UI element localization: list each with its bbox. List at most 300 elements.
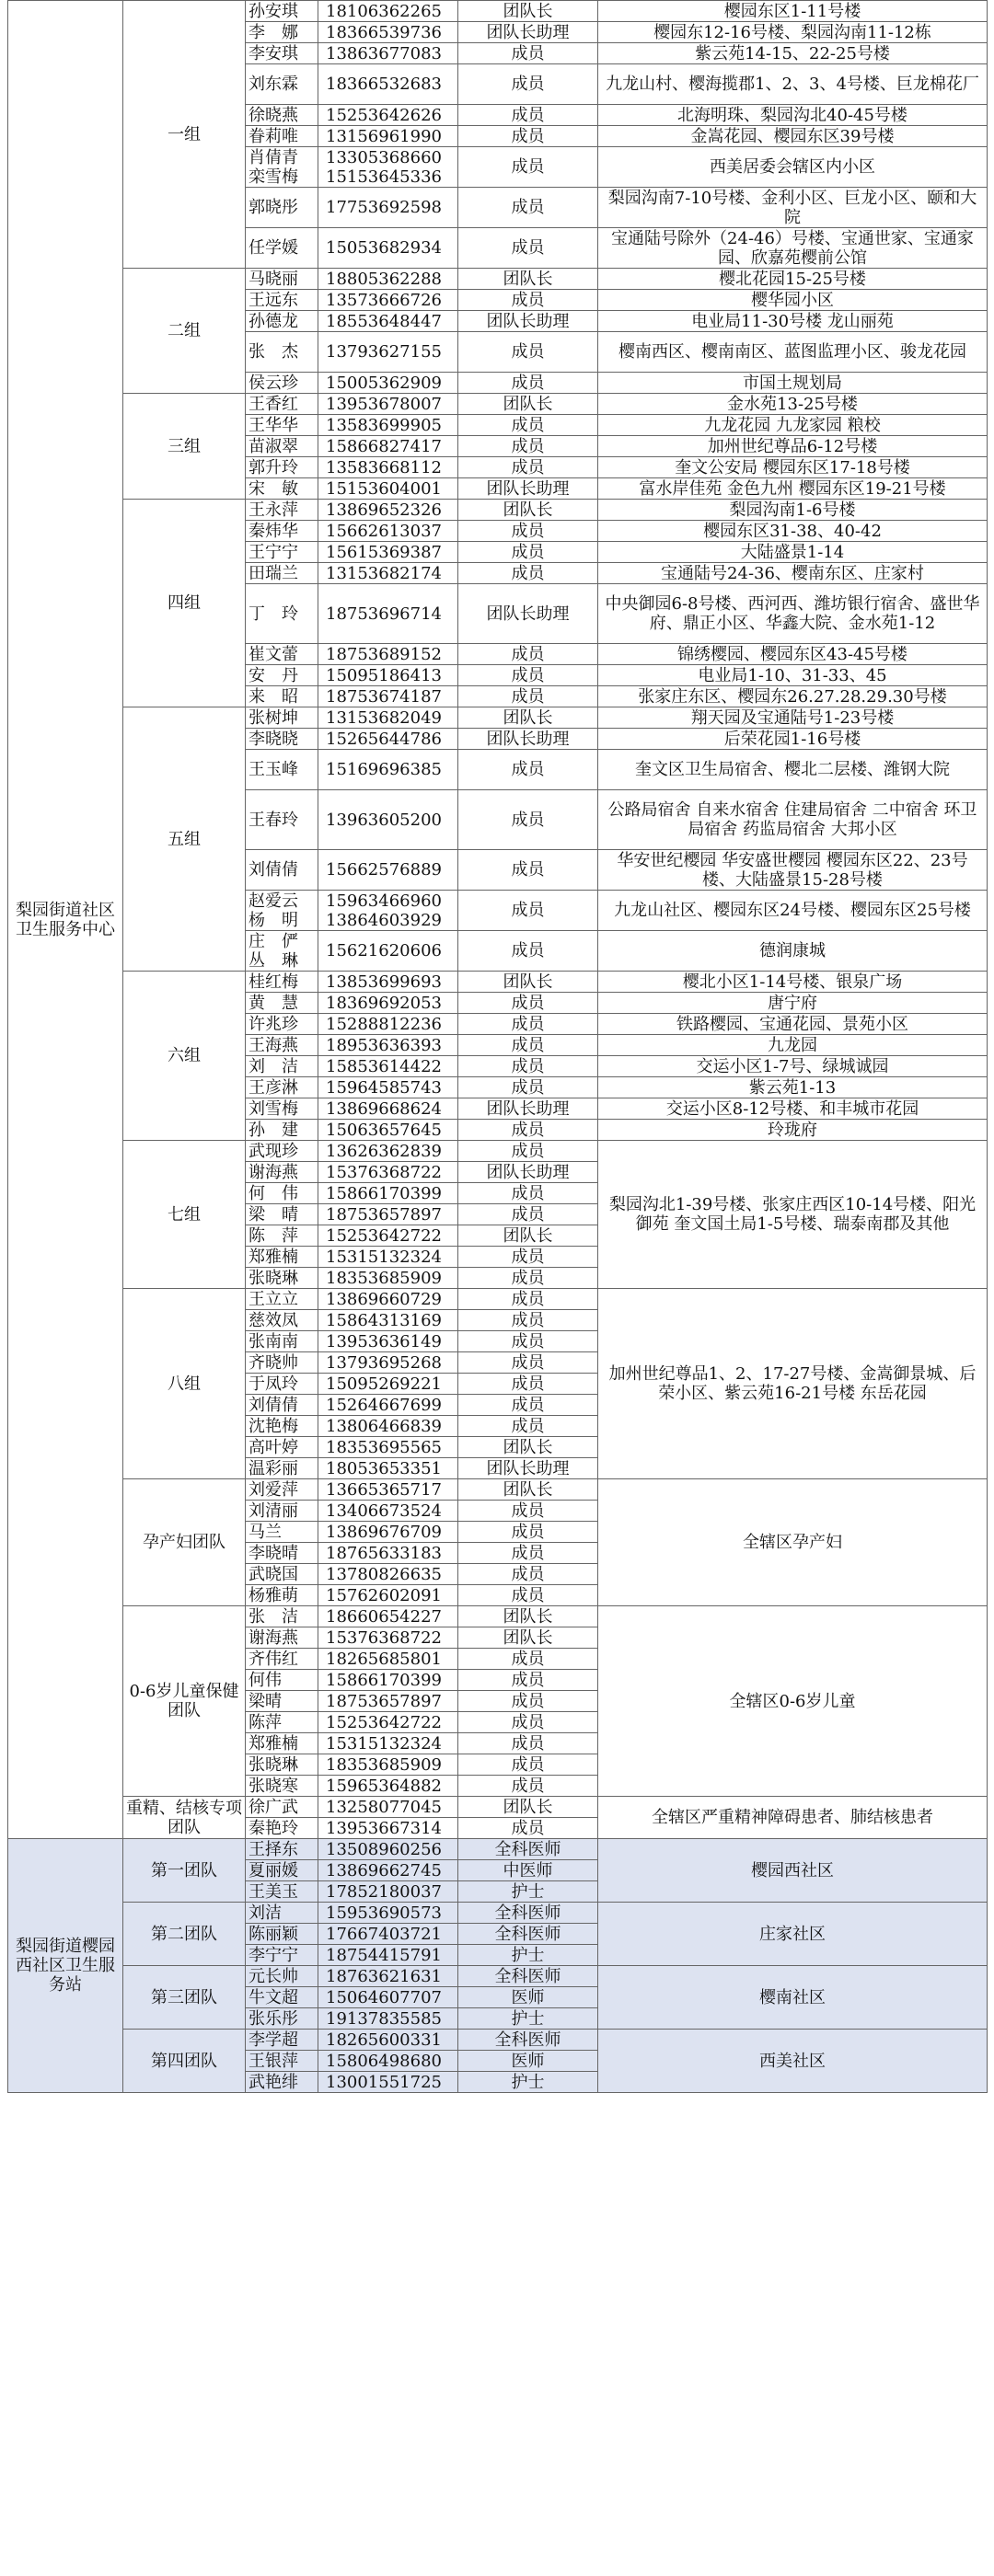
member-role: 成员 xyxy=(458,457,598,478)
member-name: 王海燕 xyxy=(246,1035,318,1056)
member-name: 张树坤 xyxy=(246,707,318,729)
member-role: 护士 xyxy=(458,1945,598,1966)
member-role: 成员 xyxy=(458,1501,598,1522)
member-role: 团队长 xyxy=(458,269,598,290)
member-name: 李晓晓 xyxy=(246,729,318,750)
member-role: 成员 xyxy=(458,891,598,931)
member-name: 何伟 xyxy=(246,1670,318,1691)
member-name: 刘 洁 xyxy=(246,1056,318,1077)
table-row xyxy=(8,500,988,521)
member-role: 成员 xyxy=(458,1374,598,1395)
table-row xyxy=(8,269,988,290)
member-role: 成员 xyxy=(458,1310,598,1331)
member-name: 张晓寒 xyxy=(246,1776,318,1797)
member-phone: 15866827417 xyxy=(318,436,458,457)
area-cell: 九龙山社区、樱园东区24号楼、樱园东区25号楼 xyxy=(598,891,988,931)
member-name: 王银萍 xyxy=(246,2051,318,2072)
area-cell: 奎文区卫生局宿舍、樱北二层楼、潍钢大院 xyxy=(598,750,988,790)
member-role: 成员 xyxy=(458,43,598,64)
member-name: 马兰 xyxy=(246,1522,318,1543)
member-phone: 18753689152 xyxy=(318,644,458,665)
member-role: 成员 xyxy=(458,1733,598,1754)
member-role: 全科医师 xyxy=(458,1966,598,1987)
member-phone: 13953636149 xyxy=(318,1331,458,1352)
member-name: 宋 敏 xyxy=(246,478,318,500)
member-role: 成员 xyxy=(458,105,598,126)
table-row xyxy=(8,1839,988,1860)
member-role: 成员 xyxy=(458,931,598,972)
member-phone: 15264667699 xyxy=(318,1395,458,1416)
member-name: 肖倩青 栾雪梅 xyxy=(246,147,318,188)
member-role: 成员 xyxy=(458,1776,598,1797)
area-cell: 宝通陆号除外（24-46）号楼、宝通世家、宝通家园、欣嘉苑樱前公馆 xyxy=(598,228,988,269)
member-name: 田瑞兰 xyxy=(246,563,318,584)
member-phone: 13793695268 xyxy=(318,1352,458,1374)
member-role: 团队长 xyxy=(458,1225,598,1247)
area-cell: 华安世纪樱园 华安盛世樱园 樱园东区22、23号楼、大陆盛景15-28号楼 xyxy=(598,850,988,891)
member-phone: 15866170399 xyxy=(318,1183,458,1204)
member-role: 成员 xyxy=(458,1289,598,1310)
member-phone: 18265685801 xyxy=(318,1649,458,1670)
member-phone: 15864313169 xyxy=(318,1310,458,1331)
member-role: 团队长助理 xyxy=(458,478,598,500)
member-name: 郭晓彤 xyxy=(246,188,318,228)
area-cell: 加州世纪尊品1、2、17-27号楼、金嵩御景城、后荣小区、紫云苑16-21号楼 东岳花园 xyxy=(598,1289,988,1479)
area-cell: 宝通陆号24-36、樱南东区、庄家村 xyxy=(598,563,988,584)
area-cell: 樱华园小区 xyxy=(598,290,988,311)
member-name: 黄 慧 xyxy=(246,993,318,1014)
member-role: 团队长助理 xyxy=(458,1162,598,1183)
member-phone: 17753692598 xyxy=(318,188,458,228)
member-name: 慈效凤 xyxy=(246,1310,318,1331)
member-name: 秦炜华 xyxy=(246,521,318,542)
member-phone: 13258077045 xyxy=(318,1797,458,1818)
member-phone: 15964585743 xyxy=(318,1077,458,1098)
table-row xyxy=(8,394,988,415)
member-name: 齐伟红 xyxy=(246,1649,318,1670)
member-phone: 15095186413 xyxy=(318,665,458,686)
area-cell: 中央御园6-8号楼、西河西、潍坊银行宿舍、盛世华府、鼎正小区、华鑫大院、金水苑1-12 xyxy=(598,584,988,644)
member-name: 陈萍 xyxy=(246,1712,318,1733)
member-phone: 15662576889 xyxy=(318,850,458,891)
member-name: 王香红 xyxy=(246,394,318,415)
member-role: 医师 xyxy=(458,1987,598,2008)
member-name: 王春玲 xyxy=(246,790,318,850)
member-role: 成员 xyxy=(458,1585,598,1606)
member-name: 牛文超 xyxy=(246,1987,318,2008)
member-role: 成员 xyxy=(458,1077,598,1098)
member-phone: 18753674187 xyxy=(318,686,458,707)
member-phone: 15288812236 xyxy=(318,1014,458,1035)
member-name: 王玉峰 xyxy=(246,750,318,790)
member-name: 王择东 xyxy=(246,1839,318,1860)
member-phone: 18754415791 xyxy=(318,1945,458,1966)
member-name: 陈丽颖 xyxy=(246,1924,318,1945)
area-cell: 九龙花园 九龙家园 粮校 xyxy=(598,415,988,436)
table-row xyxy=(8,1966,988,1987)
group-cell: 三组 xyxy=(123,394,246,500)
table-row xyxy=(8,1606,988,1627)
member-role: 成员 xyxy=(458,1649,598,1670)
member-role: 成员 xyxy=(458,1564,598,1585)
member-phone: 15253642626 xyxy=(318,105,458,126)
area-cell: 全辖区孕产妇 xyxy=(598,1479,988,1606)
member-phone: 15621620606 xyxy=(318,931,458,972)
member-name: 刘东霖 xyxy=(246,64,318,105)
member-phone: 13793627155 xyxy=(318,332,458,373)
member-phone: 15615369387 xyxy=(318,542,458,563)
member-name: 刘雪梅 xyxy=(246,1098,318,1120)
member-role: 成员 xyxy=(458,1120,598,1141)
member-name: 王彦淋 xyxy=(246,1077,318,1098)
area-cell: 交运小区8-12号楼、和丰城市花园 xyxy=(598,1098,988,1120)
member-name: 李学超 xyxy=(246,2030,318,2051)
member-name: 侯云珍 xyxy=(246,373,318,394)
member-phone: 18763621631 xyxy=(318,1966,458,1987)
area-cell: 玲珑府 xyxy=(598,1120,988,1141)
member-phone: 18353695565 xyxy=(318,1437,458,1458)
group-cell: 重精、结核专项团队 xyxy=(123,1797,246,1839)
group-cell: 八组 xyxy=(123,1289,246,1479)
member-role: 成员 xyxy=(458,373,598,394)
member-role: 成员 xyxy=(458,993,598,1014)
member-name: 武现珍 xyxy=(246,1141,318,1162)
member-name: 张晓琳 xyxy=(246,1754,318,1776)
member-phone: 13869662745 xyxy=(318,1860,458,1881)
area-cell: 大陆盛景1-14 xyxy=(598,542,988,563)
table-row xyxy=(8,972,988,993)
member-phone: 13853699693 xyxy=(318,972,458,993)
member-name: 苗淑翠 xyxy=(246,436,318,457)
member-role: 成员 xyxy=(458,126,598,147)
member-role: 全科医师 xyxy=(458,1924,598,1945)
member-role: 成员 xyxy=(458,290,598,311)
member-name: 武晓国 xyxy=(246,1564,318,1585)
group-cell: 第二团队 xyxy=(123,1903,246,1966)
member-name: 刘倩倩 xyxy=(246,1395,318,1416)
table-row xyxy=(8,1,988,22)
member-phone: 15315132324 xyxy=(318,1247,458,1268)
member-name: 许兆珍 xyxy=(246,1014,318,1035)
member-phone: 15963466960 13864603929 xyxy=(318,891,458,931)
member-phone: 13305368660 15153645336 xyxy=(318,147,458,188)
member-name: 李晓晴 xyxy=(246,1543,318,1564)
member-role: 成员 xyxy=(458,1352,598,1374)
area-cell: 西美社区 xyxy=(598,2030,988,2093)
area-cell: 紫云苑14-15、22-25号楼 xyxy=(598,43,988,64)
member-phone: 15762602091 xyxy=(318,1585,458,1606)
member-phone: 13953678007 xyxy=(318,394,458,415)
member-phone: 18353685909 xyxy=(318,1268,458,1289)
member-phone: 15053682934 xyxy=(318,228,458,269)
member-role: 团队长 xyxy=(458,707,598,729)
area-cell: 全辖区0-6岁儿童 xyxy=(598,1606,988,1797)
member-role: 团队长助理 xyxy=(458,584,598,644)
member-role: 全科医师 xyxy=(458,2030,598,2051)
area-cell: 公路局宿舍 自来水宿舍 住建局宿舍 二中宿舍 环卫局宿舍 药监局宿舍 大邦小区 xyxy=(598,790,988,850)
member-role: 成员 xyxy=(458,1543,598,1564)
member-role: 成员 xyxy=(458,1035,598,1056)
area-cell: 九龙山村、樱海揽郡1、2、3、4号楼、巨龙棉花厂 xyxy=(598,64,988,105)
area-cell: 樱南西区、樱南南区、蓝图监理小区、骏龙花园 xyxy=(598,332,988,373)
member-phone: 15315132324 xyxy=(318,1733,458,1754)
group-cell: 孕产妇团队 xyxy=(123,1479,246,1606)
member-role: 成员 xyxy=(458,1331,598,1352)
member-role: 医师 xyxy=(458,2051,598,2072)
member-name: 高叶婷 xyxy=(246,1437,318,1458)
member-role: 团队长 xyxy=(458,1797,598,1818)
area-cell: 西美居委会辖区内小区 xyxy=(598,147,988,188)
member-role: 团队长 xyxy=(458,972,598,993)
member-phone: 13153682174 xyxy=(318,563,458,584)
roster-table xyxy=(7,0,988,2093)
member-phone: 18753657897 xyxy=(318,1691,458,1712)
area-cell: 全辖区严重精神障碍患者、肺结核患者 xyxy=(598,1797,988,1839)
member-role: 成员 xyxy=(458,563,598,584)
member-phone: 18106362265 xyxy=(318,1,458,22)
member-phone: 15866170399 xyxy=(318,1670,458,1691)
member-role: 全科医师 xyxy=(458,1903,598,1924)
member-role: 成员 xyxy=(458,1204,598,1225)
member-name: 眷莉唯 xyxy=(246,126,318,147)
member-role: 成员 xyxy=(458,1183,598,1204)
member-phone: 15169696385 xyxy=(318,750,458,790)
group-cell: 第四团队 xyxy=(123,2030,246,2093)
member-phone: 18053653351 xyxy=(318,1458,458,1479)
member-name: 武艳绯 xyxy=(246,2072,318,2093)
member-phone: 13869652326 xyxy=(318,500,458,521)
member-role: 成员 xyxy=(458,147,598,188)
member-phone: 15953690573 xyxy=(318,1903,458,1924)
member-role: 团队长助理 xyxy=(458,311,598,332)
member-role: 成员 xyxy=(458,332,598,373)
member-name: 王立立 xyxy=(246,1289,318,1310)
group-cell: 五组 xyxy=(123,707,246,972)
member-phone: 18765633183 xyxy=(318,1543,458,1564)
member-phone: 13583668112 xyxy=(318,457,458,478)
group-cell: 六组 xyxy=(123,972,246,1141)
area-cell: 加州世纪尊品6-12号楼 xyxy=(598,436,988,457)
roster-body xyxy=(8,1,988,2093)
member-phone: 13963605200 xyxy=(318,790,458,850)
area-cell: 金嵩花园、樱园东区39号楼 xyxy=(598,126,988,147)
area-cell: 樱园东12-16号楼、梨园沟南11-12栋 xyxy=(598,22,988,43)
area-cell: 锦绣樱园、樱园东区43-45号楼 xyxy=(598,644,988,665)
area-cell: 后荣花园1-16号楼 xyxy=(598,729,988,750)
member-name: 杨雅萌 xyxy=(246,1585,318,1606)
member-role: 成员 xyxy=(458,1818,598,1839)
table-row xyxy=(8,2030,988,2051)
member-name: 王宁宁 xyxy=(246,542,318,563)
area-cell: 唐宁府 xyxy=(598,993,988,1014)
member-phone: 13508960256 xyxy=(318,1839,458,1860)
member-name: 郭升玲 xyxy=(246,457,318,478)
area-cell: 樱园东区31-38、40-42 xyxy=(598,521,988,542)
member-role: 成员 xyxy=(458,188,598,228)
member-phone: 13863677083 xyxy=(318,43,458,64)
member-role: 团队长 xyxy=(458,1437,598,1458)
member-phone: 15806498680 xyxy=(318,2051,458,2072)
member-role: 成员 xyxy=(458,1247,598,1268)
member-role: 成员 xyxy=(458,850,598,891)
member-role: 团队长 xyxy=(458,500,598,521)
member-phone: 18660654227 xyxy=(318,1606,458,1627)
member-name: 王永萍 xyxy=(246,500,318,521)
area-cell: 市国土规划局 xyxy=(598,373,988,394)
area-cell: 梨园沟南7-10号楼、金利小区、巨龙小区、颐和大院 xyxy=(598,188,988,228)
member-name: 郑雅楠 xyxy=(246,1247,318,1268)
member-role: 成员 xyxy=(458,228,598,269)
member-phone: 18369692053 xyxy=(318,993,458,1014)
table-row xyxy=(8,1141,988,1162)
table-row xyxy=(8,707,988,729)
member-role: 团队长 xyxy=(458,394,598,415)
area-cell: 张家庄东区、樱园东26.27.28.29.30号楼 xyxy=(598,686,988,707)
member-name: 张乐彤 xyxy=(246,2008,318,2030)
member-name: 王华华 xyxy=(246,415,318,436)
member-name: 徐广武 xyxy=(246,1797,318,1818)
member-name: 庄 俨 丛 琳 xyxy=(246,931,318,972)
member-role: 成员 xyxy=(458,1014,598,1035)
member-phone: 13869676709 xyxy=(318,1522,458,1543)
member-name: 谢海燕 xyxy=(246,1162,318,1183)
member-name: 刘倩倩 xyxy=(246,850,318,891)
member-role: 成员 xyxy=(458,1691,598,1712)
member-name: 温彩丽 xyxy=(246,1458,318,1479)
member-role: 团队长 xyxy=(458,1479,598,1501)
member-phone: 17852180037 xyxy=(318,1881,458,1903)
member-role: 成员 xyxy=(458,1416,598,1437)
member-phone: 15064607707 xyxy=(318,1987,458,2008)
member-name: 张 洁 xyxy=(246,1606,318,1627)
member-phone: 15253642722 xyxy=(318,1712,458,1733)
member-phone: 13406673524 xyxy=(318,1501,458,1522)
member-name: 何 伟 xyxy=(246,1183,318,1204)
member-phone: 13573666726 xyxy=(318,290,458,311)
group-cell: 四组 xyxy=(123,500,246,707)
org-cell: 梨园街道樱园西社区卫生服务站 xyxy=(8,1839,123,2093)
member-phone: 13001551725 xyxy=(318,2072,458,2093)
member-role: 成员 xyxy=(458,750,598,790)
member-phone: 15265644786 xyxy=(318,729,458,750)
member-phone: 18953636393 xyxy=(318,1035,458,1056)
area-cell: 电业局1-10、31-33、45 xyxy=(598,665,988,686)
area-cell: 樱北小区1-14号楼、银泉广场 xyxy=(598,972,988,993)
member-phone: 13626362839 xyxy=(318,1141,458,1162)
member-phone: 13583699905 xyxy=(318,415,458,436)
member-name: 陈 萍 xyxy=(246,1225,318,1247)
member-name: 桂红梅 xyxy=(246,972,318,993)
member-name: 梁 晴 xyxy=(246,1204,318,1225)
area-cell: 梨园沟南1-6号楼 xyxy=(598,500,988,521)
member-role: 团队长 xyxy=(458,1606,598,1627)
member-phone: 15005362909 xyxy=(318,373,458,394)
member-phone: 15153604001 xyxy=(318,478,458,500)
member-role: 成员 xyxy=(458,665,598,686)
roster-document xyxy=(7,0,988,2093)
member-phone: 13665365717 xyxy=(318,1479,458,1501)
group-cell: 七组 xyxy=(123,1141,246,1289)
member-name: 来 昭 xyxy=(246,686,318,707)
area-cell: 金水苑13-25号楼 xyxy=(598,394,988,415)
area-cell: 樱园西社区 xyxy=(598,1839,988,1903)
member-name: 齐晓帅 xyxy=(246,1352,318,1374)
table-row xyxy=(8,1903,988,1924)
member-phone: 18553648447 xyxy=(318,311,458,332)
member-phone: 15853614422 xyxy=(318,1056,458,1077)
member-name: 崔文蕾 xyxy=(246,644,318,665)
member-role: 中医师 xyxy=(458,1860,598,1881)
member-name: 谢海燕 xyxy=(246,1627,318,1649)
group-cell: 第三团队 xyxy=(123,1966,246,2030)
member-name: 李宁宁 xyxy=(246,1945,318,1966)
member-name: 刘清丽 xyxy=(246,1501,318,1522)
member-name: 李 娜 xyxy=(246,22,318,43)
area-cell: 铁路樱园、宝通花园、景苑小区 xyxy=(598,1014,988,1035)
member-phone: 15376368722 xyxy=(318,1162,458,1183)
area-cell: 翔天园及宝通陆号1-23号楼 xyxy=(598,707,988,729)
member-role: 成员 xyxy=(458,1395,598,1416)
org-cell: 梨园街道社区卫生服务中心 xyxy=(8,1,123,1839)
member-name: 于凤玲 xyxy=(246,1374,318,1395)
member-phone: 15063657645 xyxy=(318,1120,458,1141)
area-cell: 樱南社区 xyxy=(598,1966,988,2030)
member-role: 成员 xyxy=(458,1522,598,1543)
member-role: 成员 xyxy=(458,1670,598,1691)
member-role: 成员 xyxy=(458,542,598,563)
table-row xyxy=(8,1479,988,1501)
area-cell: 九龙园 xyxy=(598,1035,988,1056)
member-name: 沈艳梅 xyxy=(246,1416,318,1437)
member-phone: 18805362288 xyxy=(318,269,458,290)
area-cell: 梨园沟北1-39号楼、张家庄西区10-14号楼、阳光御苑 奎文国土局1-5号楼、瑞泰南郡及其他 xyxy=(598,1141,988,1289)
member-phone: 13953667314 xyxy=(318,1818,458,1839)
member-role: 成员 xyxy=(458,1712,598,1733)
member-name: 王远东 xyxy=(246,290,318,311)
table-row xyxy=(8,1797,988,1818)
member-phone: 15095269221 xyxy=(318,1374,458,1395)
member-name: 任学媛 xyxy=(246,228,318,269)
member-name: 张南南 xyxy=(246,1331,318,1352)
member-name: 赵爱云 杨 明 xyxy=(246,891,318,931)
member-phone: 18353685909 xyxy=(318,1754,458,1776)
member-phone: 18753696714 xyxy=(318,584,458,644)
member-phone: 13806466839 xyxy=(318,1416,458,1437)
member-phone: 15662613037 xyxy=(318,521,458,542)
member-name: 梁晴 xyxy=(246,1691,318,1712)
area-cell: 樱园东区1-11号楼 xyxy=(598,1,988,22)
member-name: 刘爱萍 xyxy=(246,1479,318,1501)
area-cell: 交运小区1-7号、绿城诚园 xyxy=(598,1056,988,1077)
member-name: 刘洁 xyxy=(246,1903,318,1924)
member-role: 成员 xyxy=(458,415,598,436)
member-phone: 18366532683 xyxy=(318,64,458,105)
member-phone: 13869660729 xyxy=(318,1289,458,1310)
group-cell: 二组 xyxy=(123,269,246,394)
member-role: 成员 xyxy=(458,521,598,542)
member-role: 团队长助理 xyxy=(458,22,598,43)
member-phone: 15253642722 xyxy=(318,1225,458,1247)
member-name: 张 杰 xyxy=(246,332,318,373)
member-role: 成员 xyxy=(458,1141,598,1162)
member-name: 孙 建 xyxy=(246,1120,318,1141)
member-role: 团队长助理 xyxy=(458,1458,598,1479)
group-cell: 第一团队 xyxy=(123,1839,246,1903)
member-role: 成员 xyxy=(458,1268,598,1289)
member-role: 全科医师 xyxy=(458,1839,598,1860)
member-role: 团队长助理 xyxy=(458,1098,598,1120)
member-role: 成员 xyxy=(458,790,598,850)
